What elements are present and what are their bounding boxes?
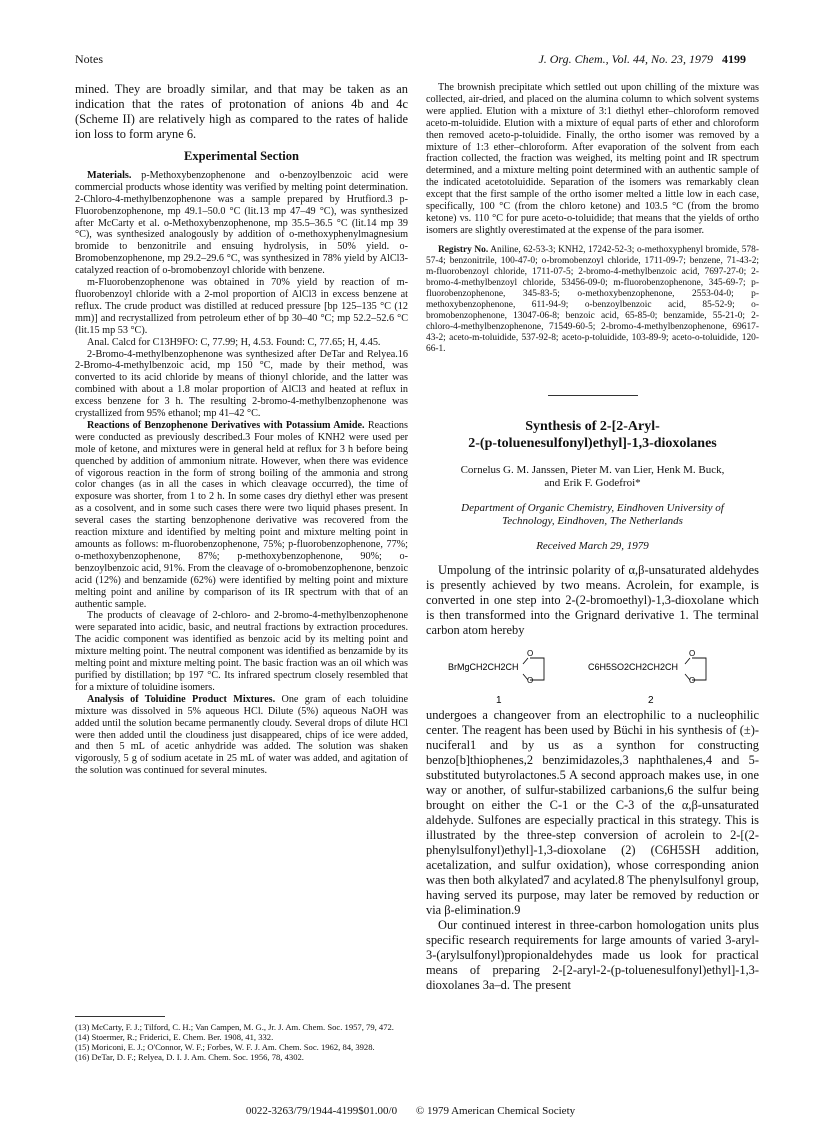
affiliation [426,502,759,528]
materials-text: p-Methoxybenzophenone and o-benzoylbenzoic acid were commercial products whose identity was verified by melting point determination. 2-Chloro-4-methylbenzophenone was a sample prepared by Hrutfiord.3 p-Fluorobenzophenone, mp 49.1–50.0 °C (lit.13 mp 47–49 °C), was synthesized after McCarty et al. o-Methoxybenzophenone, mp 35.5–36.5 °C (lit.14 mp 39 °C), was synthesized analogously by addition of o-methoxyphenylmagnesium bromide to benzonitrile and ensuing hydrolysis, in 50% yield. o-Bromobenzophenone, mp 29.2–29.6 °C, was synthesized in 78% yield by AlCl3-catalyzed reaction of o-bromobenzoyl chloride with benzene. [75,169,408,277]
umpolung-paragraph: Umpolung of the intrinsic polarity of α,β-unsaturated aldehydes is presently achieved by two means. Acrolein, for example, is converted in one step into 2-(2-bromoethyl)-1,3-dioxolane which is then transformed into the Grignard derivative 1. The terminal carbon atom hereby [426,562,759,637]
registry-paragraph [426,245,759,355]
page-header [75,52,746,68]
analysis-heading: Analysis of Toluidine Product Mixtures. [87,693,276,705]
section-label: Notes [75,52,103,66]
registry-heading: Registry No. [438,244,489,255]
changeover-paragraph: undergoes a changeover from an electrophilic to a nucleophilic center. The reagent has been used by Büchi in his synthesis of (±)-nuciferal1 and by us as a synthon for constructing benzo[b]thiophenes,2 benzimidazoles,3 naphthalenes,4 and 5-substituted butyrolactones.5 A second approach makes use, in one way or another, of sulfur-stabilized carbanions,6 the sulfur being brought on either the C-1 or the C-3 of the α,β-unsaturated aldehyde. Sulfones are especially practical in this strategy. This is illustrated by the three-step conversion of acrolein to 2-[(2-phenylsulfonyl)ethyl]-1,3-dioxolane (2) (C6H5SH addition, acetalization, and sulfur oxidation), whose corresponding anion was then both alkylated7 and acylated.8 The phenylsulfonyl group, having served its purpose, may later be removed by reduction or via β-elimination.9 [426,707,759,917]
structures-drawing [426,638,759,708]
references-rule [75,1016,165,1017]
experimental-heading: Experimental Section [184,149,299,163]
structure-2-bond-top [685,658,690,664]
structure-1-bond-top [523,658,528,664]
structure-1-formula: BrMgCH2CH2CH [448,661,519,672]
anal-paragraph: Anal. Calcd for C13H9FO: C, 77.99; H, 4.53. Found: C, 77.65; H, 4.45. [87,336,381,348]
doc-code: 0022-3263/79/1944-4199$01.00/0 [245,1105,398,1117]
materials-paragraph [75,170,408,277]
bromo-paragraph: 2-Bromo-4-methylbenzophenone was synthesized after DeTar and Relyea.16 2-Bromo-4-methylbenzoic acid, mp 150 °C, made by their method, was converted to its acid chloride by means of thionyl chloride, and the latter was combined with about a 1.8 molar proportion of AlCl3 and heated at reflux in excess benzene for 3 h. The resulting 2-bromo-4-methylbenzophenone was crystallized from 95% ethanol; mp 41–42 °C. [75,348,408,420]
reactions-heading: Reactions of Benzophenone Derivatives with Potassium Amide. [87,419,365,431]
continued-paragraph: Our continued interest in three-carbon homologation units plus specific research requirements for large amounts of varied 3-aryl-3-(arylsulfonyl)propionaldehydes made us look for practical means of preparing 2-[2-aryl-2-(p-toluenesulfonyl)ethyl]-1,3-dioxolanes 3a–d. The present [426,917,759,992]
materials-heading: Materials. [87,169,132,181]
structures-scheme [426,638,759,708]
analysis-paragraph [75,694,408,777]
article-title [426,418,759,452]
intro-paragraph: mined. They are broadly similar, and that may be taken as an indication that the rates of protonation of anions 4b and 4c (Scheme II) are relatively high as compared to the rates of halide ion loss to form aryne 6. [75,82,408,141]
left-column [75,82,408,777]
authors [426,464,759,490]
mfluoro-paragraph: m-Fluorobenzophenone was obtained in 70% yield by reaction of m-fluorobenzoyl chloride with a 2-mol proportion of AlCl3 in excess benzene at reflux. The crude product was distilled at reduced pressure [bp 125–135 °C (12 mm)] and recrystallized from petroleum ether of bp 30–40 °C; mp 52.2–52.6 °C (lit.15 mp 53 °C). [75,277,408,336]
authors-line-2: and Erik F. Godefroi* [544,476,641,489]
reactions-paragraph [75,420,408,611]
reactions-text: Reactions were conducted as previously described.3 Four moles of KNH2 were used per mole of ketone, and mixtures were in general held at reflux for 3 h before being quenched by addition of ammonium nitrate. However, when there was evidence of vigorous reaction in the form of strong boiling of the ammonia and strong color changes (as in all the cases in which cleavage occurred), the time of exposure was shorter, from 1 to 2 h. In some cases dry diethyl ether was present as a cosolvent, and in some such cases there were two liquid phases present. In several cases the starting benzophenone derivative was recovered from the reaction mixture and identified by melting point and mixture melting point in amounts as follows: m-fluorobenzophenone, 75%; p-fluorobenzophenone, 77%; o-methoxybenzophenone, 87%; p-methoxybenzophenone, 90%; o-benzoylbenzoic acid, 91%. From the cleavage of o-bromobenzophenone, benzoic acid (12%) and benzamide (62%) were identified by melting point and mixture melting point and aniline by comparison of its IR spectrum with that of an authentic sample. [75,419,408,610]
affiliation-line-1: Department of Organic Chemistry, Eindhoven University of [461,501,724,514]
reference-14: (14) Stoermer, R.; Friderici, E. Chem. Ber. 1908, 41, 332. [75,1032,274,1042]
structure-2-oxygen-top: O [689,648,696,658]
reference-15: (15) Moriconi, E. J.; O'Connor, W. F.; Forbes, W. F. J. Am. Chem. Soc. 1962, 84, 3928. [75,1042,375,1052]
references [75,1016,408,1062]
brownish-paragraph: The brownish precipitate which settled out upon chilling of the mixture was collected, air-dried, and placed on the alumina column to which solvent systems were applied. Elution with a mixture of 3:1 diethyl ether–chloroform removed aceto-m-toluidide. Elution with a mixture of equal parts of ether and chloroform then removed aceto-p-toluidide. Finally, the ortho isomer was removed by a mixture of 1:3 ether–chloroform. After evaporation of the solvent from each fraction collected, the fraction was weighed, its melting point and IR spectrum determined, and a mixture melting point determined with an authentic sample of the indicated acetotoluidide. Separation of the isomers was remarkably clean except that the first sample of the ortho isomer melted a little low in each case, specifically, 100 °C (from the chloro ketone) and 103.5 °C (from the bromo ketone) vs. 110 °C for pure aceto-o-toluidide; that means that the yields of ortho isomers are slightly overestimated at the expense of the para isomer. [426,82,759,236]
journal-citation [538,52,746,67]
structure-2-label: 2 [648,694,654,706]
title-line-1: Synthesis of 2-[2-Aryl- [525,418,660,434]
received-date: Received March 29, 1979 [536,539,649,552]
structure-1-label: 1 [496,694,502,706]
structure-1-oxygen-top: O [527,648,534,658]
authors-line-1: Cornelus G. M. Janssen, Pieter M. van Lier, Henk M. Buck, [460,463,725,476]
article-divider [548,395,638,396]
structure-2-oxygen-bottom: O [689,675,696,685]
structure-2-formula: C6H5SO2CH2CH2CH [588,661,679,672]
products-paragraph: The products of cleavage of 2-chloro- and 2-bromo-4-methylbenzophenone were separated into acidic, basic, and neutral fractions by extraction procedures. The acidic component was identified as benzoic acid by its melting point and mixture melting point. The neutral component was identified as benzamide by its melting point and mixture melting point. The basic fraction was an oil which was purified by distillation; bp 197 °C. Its infrared spectrum closely resembled that for a mixture of toluidine isomers. [75,610,408,693]
affiliation-line-2: Technology, Eindhoven, The Netherlands [502,514,683,527]
title-line-2: 2-(p-toluenesulfonyl)ethyl]-1,3-dioxolanes [468,435,717,451]
registry-text: Aniline, 62-53-3; KNH2, 17242-52-3; o-methoxyphenyl bromide, 578-57-4; benzonitrile, 100-47-0; o-bromobenzoyl chloride, 1711-09-7; benzene, 71-43-2; m-fluorobenzoyl chloride, 1711-07-5; 2-bromo-4-methylbenzoic acid, 7697-27-0; 2-bromo-4-methylbenzoyl chloride, 53456-09-0; m-fluorobenzophenone, 345-69-7; p-fluorobenzophenone, 345-83-5; o-methoxybenzophenone, 2553-04-0; p-methoxybenzophenone, 611-94-9; o-benzoylbenzoic acid, 85-52-9; o-bromobenzophenone, 13047-06-8; benzoic acid, 65-85-0; benzamide, 55-21-0; 2-chloro-4-methylbenzophenone, 71549-60-5; 2-bromo-4-methylbenzophenone, 69617-43-2; aceto-m-toluidide, 537-92-8; aceto-p-toluidide, 103-89-9; aceto-o-toluidide, 120-66-1. [426,244,759,354]
copyright: © 1979 American Chemical Society [415,1105,576,1117]
reference-13: (13) McCarty, F. J.; Tilford, C. H.; Van Campen, M. G., Jr. J. Am. Chem. Soc. 1957, 79, 472. [75,1022,394,1032]
structure-1-oxygen-bottom: O [527,675,534,685]
reference-16: (16) DeTar, D. F.; Relyea, D. I. J. Am. Chem. Soc. 1956, 78, 4302. [75,1052,304,1062]
page-footer [0,1105,821,1117]
right-column [426,82,759,993]
page-number: 4199 [722,52,746,66]
journal-name: J. Org. Chem., Vol. 44, No. 23, 1979 [538,52,713,66]
analysis-text: One gram of each toluidine mixture was dissolved in 5% aqueous HCl. Dilute (5%) aqueous NaOH was added until the solution became permanently cloudy. Several drops of dilute HCl were then added until the cloudiness just disappeared, chips of ice were added, and then 5 mL of acetic anhydride was added. The solution was shaken vigorously, 5 g of sodium acetate in 25 mL of water was added, and agitation of the solution was continued for several minutes. [75,693,408,777]
